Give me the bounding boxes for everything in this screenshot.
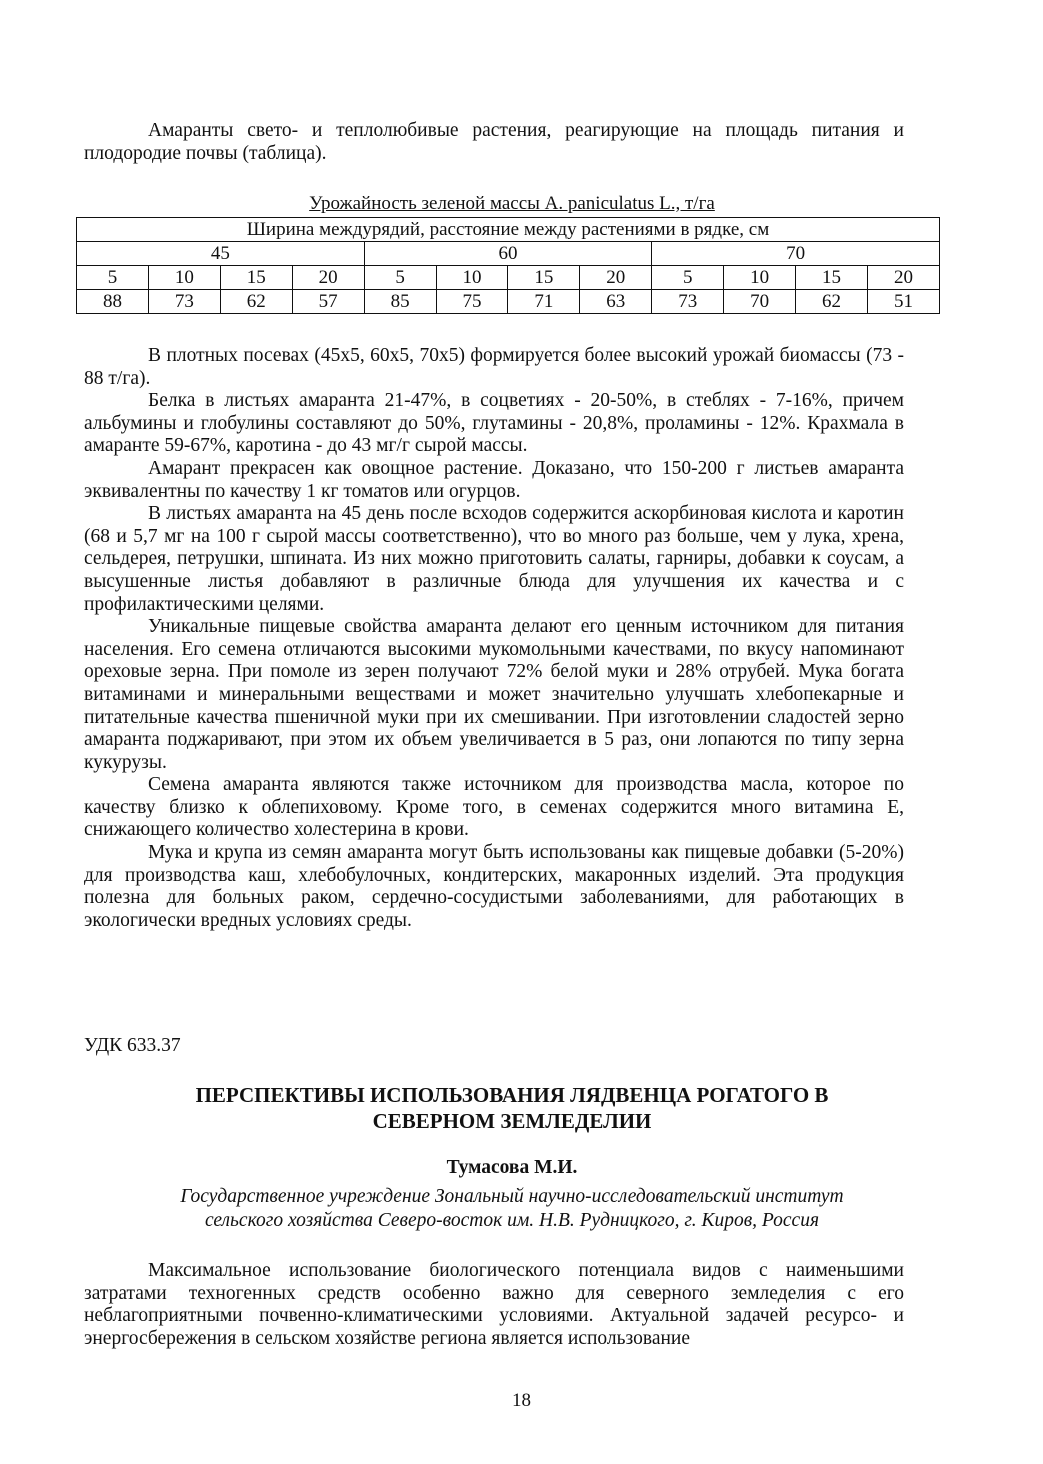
body-paragraph: В листьях амаранта на 45 день после всходов содержится аскорбиновая кислота и каротин (68 и 5,7 мг на 100 г сырой массы соответственно), что во много раз больше, чем у лука, хрена, сельдерея, петрушки, шпината. Из них можно приготовить салаты, гарниры, добавки к соусам, а высушенные листья добавляют в различные блюда для улучшения их качества и с профилактическими целями. — [84, 503, 904, 615]
spacing-cell: 10 — [724, 266, 796, 290]
spacing-cell: 10 — [436, 266, 508, 290]
value-cell: 71 — [508, 290, 580, 314]
spacing-cell: 5 — [77, 266, 149, 290]
spacing-cell: 15 — [508, 266, 580, 290]
group-cell: 45 — [77, 242, 365, 266]
spacing-cell: 20 — [292, 266, 364, 290]
intro-paragraph: Амаранты свето- и теплолюбивые растения, реагирующие на площадь питания и плодородие почвы (таблица). — [84, 120, 904, 164]
spacing-cell: 10 — [148, 266, 220, 290]
table-header-row — [77, 218, 940, 242]
group-cell: 70 — [652, 242, 940, 266]
affiliation-line: сельского хозяйства Северо-восток им. Н.В. Рудницкого, г. Киров, Россия — [204, 1210, 820, 1231]
body-paragraph: Семена амаранта являются также источником для производства масла, которое по качеству близко к облепиховому. Кроме того, в семенах содержится много витамина Е, снижающего количество холестерина в крови. — [84, 774, 904, 841]
abstract-paragraph: Максимальное использование биологического потенциала видов с наименьшими затратами техногенных средств особенно важно для северного земледелия с его неблагоприятными почвенно-климатическими условиями. Актуальной задачей ресурсо- и энергосбережения в сельском хозяйстве региона является использование — [84, 1260, 904, 1349]
table-value-row — [77, 290, 940, 314]
value-cell: 85 — [364, 290, 436, 314]
table-group-row — [77, 242, 940, 266]
abstract-block — [84, 1260, 904, 1350]
article-title-line: ПЕРСПЕКТИВЫ ИСПОЛЬЗОВАНИЯ ЛЯДВЕНЦА РОГАТОГО В — [195, 1083, 829, 1107]
body-paragraph: Белка в листьях амаранта 21-47%, в соцветиях - 20-50%, в стеблях - 7-16%, причем альбумины и глобулины составляют до 50%, глутамины - 20,8%, проламины - 12%. Крахмала в амаранте 59-67%, каротина - до 43 мг/г сырой массы. — [84, 390, 904, 457]
body-paragraph: Уникальные пищевые свойства амаранта делают его ценным источником для питания населения. Его семена отличаются высокими мукомольными качествами, по вкусу напоминают ореховые зерна. При помоле из зерен получают 72% белой муки и 28% отрубей. Мука богата витаминами и минеральными веществами и может значительно улучшать хлебопекарные и питательные качества пшеничной муки при их смешивании. При изготовлении сладостей зерно амаранта поджаривают, при этом их объем увеличивается в 5 раз, они лопаются по типу зерна кукурузы. — [84, 616, 904, 773]
yield-table — [76, 217, 940, 314]
value-cell: 63 — [580, 290, 652, 314]
value-cell: 73 — [652, 290, 724, 314]
article-title — [84, 1082, 940, 1134]
value-cell: 73 — [148, 290, 220, 314]
table-header-cell: Ширина междурядий, расстояние между растениями в рядке, см — [77, 218, 940, 242]
spacing-cell: 15 — [796, 266, 868, 290]
body-paragraph: Амарант прекрасен как овощное растение. Доказано, что 150-200 г листьев амаранта эквивалентны по качеству 1 кг томатов или огурцов. — [84, 457, 904, 502]
spacing-cell: 20 — [867, 266, 939, 290]
affiliation — [84, 1185, 940, 1233]
body-paragraph: В плотных посевах (45х5, 60х5, 70х5) формируется более высокий урожай биомассы (73 - 88 т/га). — [84, 345, 904, 389]
body-paragraph: Мука и крупа из семян амаранта могут быть использованы как пищевые добавки (5-20%) для производства каш, хлебобулочных, кондитерских, макаронных изделий. Эта продукция полезна для больных раком, сердечно-сосудистыми заболеваниями, для работающих в экологически вредных условиях среды. — [84, 842, 904, 931]
value-cell: 88 — [77, 290, 149, 314]
spacing-cell: 5 — [364, 266, 436, 290]
page-number: 18 — [512, 1390, 531, 1411]
value-cell: 75 — [436, 290, 508, 314]
table-spacing-row — [77, 266, 940, 290]
author-name: Тумасова М.И. — [446, 1157, 578, 1178]
table-caption: Урожайность зеленой массы A. paniculatus L., т/га — [309, 193, 715, 214]
spacing-cell: 15 — [220, 266, 292, 290]
affiliation-line: Государственное учреждение Зональный научно-исследовательский институт — [180, 1186, 844, 1207]
body-text — [84, 345, 904, 932]
spacing-cell: 5 — [652, 266, 724, 290]
article-title-line: СЕВЕРНОМ ЗЕМЛЕДЕЛИИ — [372, 1109, 652, 1133]
group-cell: 60 — [364, 242, 652, 266]
spacing-cell: 20 — [580, 266, 652, 290]
value-cell: 62 — [796, 290, 868, 314]
udk-code: УДК 633.37 — [84, 1035, 181, 1056]
value-cell: 51 — [867, 290, 939, 314]
value-cell: 70 — [724, 290, 796, 314]
value-cell: 57 — [292, 290, 364, 314]
intro-block — [84, 120, 904, 165]
value-cell: 62 — [220, 290, 292, 314]
